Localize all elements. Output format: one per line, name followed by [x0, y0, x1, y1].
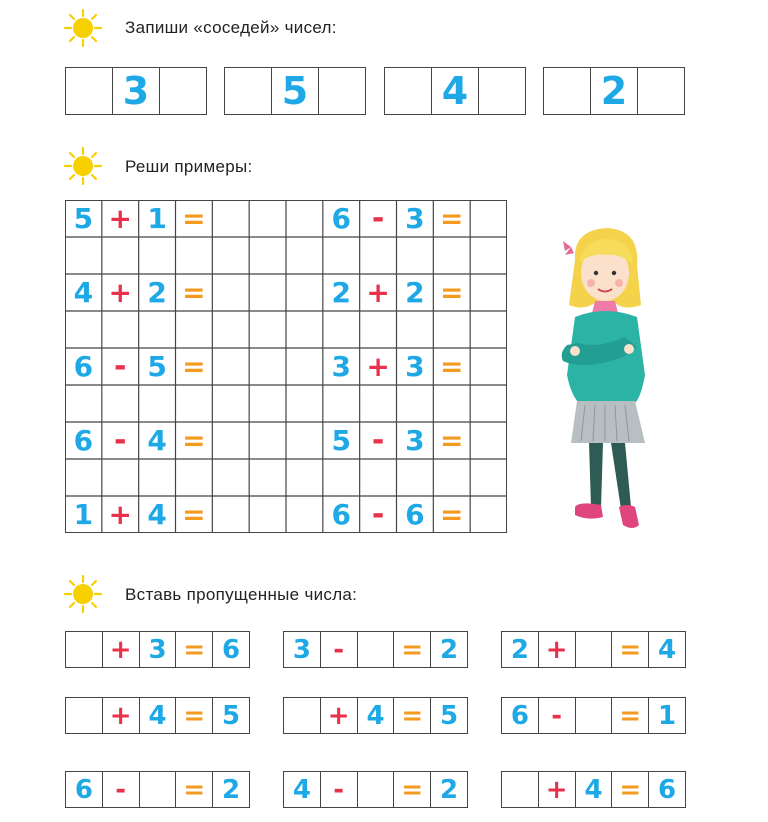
number: 5	[73, 202, 94, 235]
given-cell	[394, 772, 431, 807]
equals-sign: =	[183, 774, 206, 805]
number: 2	[600, 69, 628, 113]
answer-cell[interactable]	[66, 632, 103, 667]
number: 4	[658, 634, 677, 665]
given-cell	[103, 772, 140, 807]
number: 1	[658, 700, 677, 731]
equals-sign: =	[440, 350, 464, 383]
equals-sign: =	[182, 202, 206, 235]
given-cell	[539, 772, 576, 807]
number: 3	[405, 350, 425, 383]
number: 6	[73, 350, 94, 383]
answer-cell[interactable]	[319, 68, 365, 114]
equals-sign: =	[182, 276, 206, 309]
answer-cell[interactable]	[160, 68, 206, 114]
given-cell	[649, 632, 685, 667]
missing-number-box	[501, 697, 686, 734]
equals-sign: =	[440, 424, 464, 457]
number: 3	[405, 202, 425, 235]
given-cell	[321, 772, 358, 807]
answer-cell[interactable]	[576, 698, 613, 733]
missing-number-box	[501, 631, 686, 668]
number: 2	[147, 276, 167, 309]
minus-sign: -	[115, 774, 127, 805]
number: 5	[222, 700, 241, 731]
minus-sign: -	[333, 634, 345, 665]
number: 1	[147, 202, 167, 235]
given-cell	[431, 772, 467, 807]
neighbors-box	[543, 67, 685, 115]
given-cell	[539, 698, 576, 733]
number: 4	[147, 424, 167, 457]
equals-sign: =	[619, 774, 642, 805]
plus-sign: +	[109, 634, 132, 665]
given-cell	[176, 698, 213, 733]
number: 2	[405, 276, 425, 309]
number: 4	[73, 276, 94, 309]
number: 2	[222, 774, 241, 805]
number: 4	[147, 498, 167, 531]
equals-sign: =	[401, 774, 424, 805]
answer-cell[interactable]	[385, 68, 432, 114]
given-cell	[113, 68, 160, 114]
given-cell	[103, 632, 140, 667]
given-cell	[649, 772, 685, 807]
number: 2	[331, 276, 351, 309]
number: 2	[440, 774, 459, 805]
given-cell	[213, 632, 249, 667]
given-cell	[176, 632, 213, 667]
given-cell	[321, 632, 358, 667]
minus-sign: -	[333, 774, 345, 805]
number: 5	[440, 700, 459, 731]
number: 2	[510, 634, 529, 665]
given-cell	[502, 632, 539, 667]
equals-sign: =	[182, 498, 206, 531]
equals-sign: =	[183, 700, 206, 731]
answer-cell[interactable]	[544, 68, 591, 114]
given-cell	[176, 772, 213, 807]
missing-number-box	[65, 771, 250, 808]
plus-sign: +	[108, 276, 132, 309]
given-cell	[321, 698, 358, 733]
number: 3	[405, 424, 425, 457]
answer-cell[interactable]	[66, 68, 113, 114]
plus-sign: +	[366, 350, 390, 383]
plus-sign: +	[327, 700, 350, 731]
given-cell	[140, 632, 177, 667]
answer-cell[interactable]	[225, 68, 272, 114]
number: 5	[331, 424, 351, 457]
number: 4	[441, 69, 469, 113]
missing-number-box	[283, 697, 468, 734]
minus-sign: -	[371, 201, 385, 236]
given-cell	[66, 772, 103, 807]
sun-icon	[63, 574, 103, 614]
given-cell	[103, 698, 140, 733]
number: 5	[147, 350, 167, 383]
missing-number-box	[65, 697, 250, 734]
number: 4	[292, 774, 311, 805]
number: 3	[331, 350, 351, 383]
equals-sign: =	[401, 700, 424, 731]
number: 6	[405, 498, 425, 531]
minus-sign: -	[114, 349, 127, 384]
neighbors-box	[384, 67, 526, 115]
number: 6	[74, 774, 93, 805]
number: 3	[292, 634, 311, 665]
equals-sign: =	[182, 350, 206, 383]
number: 3	[122, 69, 150, 113]
given-cell	[431, 698, 467, 733]
number: 4	[584, 774, 603, 805]
given-cell	[431, 632, 467, 667]
plus-sign: +	[109, 700, 132, 731]
plus-sign: +	[108, 202, 132, 235]
number: 6	[73, 424, 94, 457]
answer-cell[interactable]	[66, 698, 103, 733]
given-cell	[213, 772, 249, 807]
answer-cell[interactable]	[638, 68, 684, 114]
missing-number-box	[65, 631, 250, 668]
given-cell	[539, 632, 576, 667]
answer-cell[interactable]	[479, 68, 525, 114]
task-title-neighbors: Запиши «соседей» чисел:	[125, 18, 337, 37]
girl-illustration	[545, 225, 675, 545]
number: 6	[222, 634, 241, 665]
given-cell	[358, 698, 395, 733]
given-cell	[612, 632, 649, 667]
plus-sign: +	[545, 634, 568, 665]
equals-sign: =	[440, 276, 464, 309]
minus-sign: -	[114, 423, 127, 458]
given-cell	[272, 68, 319, 114]
neighbors-box	[65, 67, 207, 115]
minus-sign: -	[551, 700, 563, 731]
missing-number-box	[283, 771, 468, 808]
given-cell	[140, 698, 177, 733]
plus-sign: +	[545, 774, 568, 805]
given-cell	[284, 772, 321, 807]
minus-sign: -	[371, 423, 385, 458]
answer-cell[interactable]	[576, 632, 613, 667]
sun-icon	[63, 146, 103, 186]
equals-sign: =	[440, 498, 464, 531]
number: 6	[331, 498, 351, 531]
missing-number-box	[283, 631, 468, 668]
answer-cell[interactable]	[358, 632, 395, 667]
number: 4	[366, 700, 385, 731]
given-cell	[591, 68, 638, 114]
equals-sign: =	[619, 700, 642, 731]
given-cell	[284, 632, 321, 667]
plus-sign: +	[108, 498, 132, 531]
given-cell	[432, 68, 479, 114]
equals-sign: =	[440, 202, 464, 235]
answer-cell[interactable]	[140, 772, 177, 807]
answer-cell[interactable]	[284, 698, 321, 733]
given-cell	[649, 698, 685, 733]
neighbors-box	[224, 67, 366, 115]
task-title-missing: Вставь пропущенные числа:	[125, 585, 358, 604]
given-cell	[213, 698, 249, 733]
number: 5	[281, 69, 309, 113]
minus-sign: -	[371, 497, 385, 532]
equals-sign: =	[182, 424, 206, 457]
given-cell	[612, 698, 649, 733]
task-title-examples: Реши примеры:	[125, 157, 253, 176]
number: 6	[510, 700, 529, 731]
number: 3	[148, 634, 167, 665]
sun-icon	[63, 8, 103, 48]
number: 6	[331, 202, 351, 235]
answer-cell[interactable]	[502, 772, 539, 807]
answer-cell[interactable]	[358, 772, 395, 807]
given-cell	[612, 772, 649, 807]
plus-sign: +	[366, 276, 390, 309]
number: 2	[440, 634, 459, 665]
given-cell	[394, 698, 431, 733]
given-cell	[394, 632, 431, 667]
equals-sign: =	[619, 634, 642, 665]
given-cell	[502, 698, 539, 733]
number: 1	[73, 498, 94, 531]
equals-sign: =	[401, 634, 424, 665]
missing-number-box	[501, 771, 686, 808]
number: 6	[658, 774, 677, 805]
given-cell	[576, 772, 613, 807]
number: 4	[148, 700, 167, 731]
equals-sign: =	[183, 634, 206, 665]
